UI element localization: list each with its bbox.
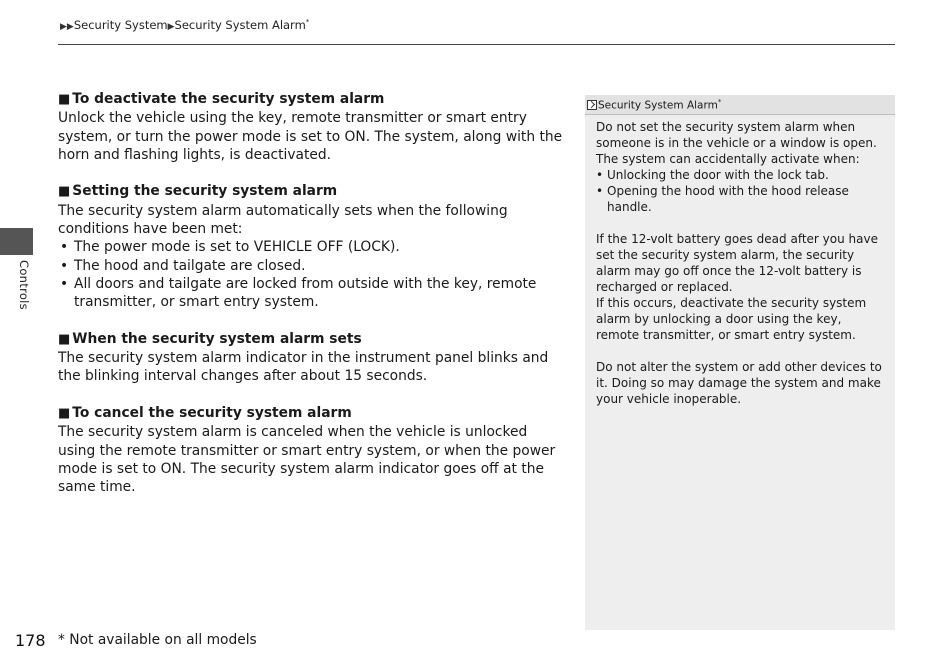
sidebar-list	[596, 167, 885, 215]
list-item: • The power mode is set to VEHICLE OFF (LOCK).	[58, 238, 568, 256]
chapter-tab-marker	[0, 228, 33, 255]
breadcrumb-item-security-system-alarm[interactable]: Security System Alarm	[174, 18, 306, 32]
list-item: • All doors and tailgate are locked from outside with the key, remote transmitter, or smart entry system.	[58, 275, 568, 312]
square-bullet-icon: ■	[58, 406, 71, 422]
list-item: • Opening the hood with the hood release handle.	[596, 183, 885, 215]
section-deactivate	[58, 90, 568, 164]
section-body: The security system alarm is canceled when the vehicle is unlocked using the remote transmitter or smart entry system, or when the power mode is set to ON. The security system alarm indicator goes off at the same time.	[58, 424, 556, 496]
list-item: • Unlocking the door with the lock tab.	[596, 167, 885, 183]
breadcrumb-item-security-system[interactable]: Security System	[73, 18, 168, 32]
section-body: Unlock the vehicle using the key, remote transmitter or smart entry system, or turn the power mode is set to ON. The system, along with the horn and flashing lights, is deactivated.	[58, 110, 563, 163]
section-body: The security system alarm automatically sets when the following conditions have been met:	[58, 202, 508, 238]
sidebar-footnote-mark: *	[717, 98, 722, 106]
sidebar-paragraph: If the 12-volt battery goes dead after you have set the security system alarm, the security alarm may go off once the 12-volt battery is recharged or replaced.	[596, 231, 878, 294]
chapter-label[interactable]: Controls	[17, 260, 31, 310]
section-heading: ■ To cancel the security system alarm	[58, 405, 352, 422]
square-bullet-icon: ■	[58, 184, 71, 200]
sidebar-title[interactable]: Security System Alarm*	[585, 95, 895, 115]
sidebar-paragraph: Do not set the security system alarm when someone is in the vehicle or a window is open. The system can accidentally activate when:	[596, 119, 877, 166]
sidebar-note	[585, 95, 895, 630]
condition-list	[58, 238, 568, 311]
sidebar-paragraph: Do not alter the system or add other devices to it. Doing so may damage the system and make your vehicle inoperable.	[596, 359, 882, 406]
square-bullet-icon: ■	[58, 92, 71, 107]
sidebar-paragraph: If this occurs, deactivate the security system alarm by unlocking a door using the key, remote transmitter, or smart entry system.	[596, 295, 867, 342]
section-setting	[58, 182, 568, 311]
section-heading: ■ To deactivate the security system alarm	[58, 91, 385, 107]
header-divider	[58, 44, 895, 45]
footnote: * Not available on all models	[58, 632, 257, 648]
sidebar-body	[585, 115, 895, 407]
section-heading: ■ Setting the security system alarm	[58, 183, 338, 200]
list-item: • The hood and tailgate are closed.	[58, 257, 568, 275]
reference-arrow-icon	[587, 100, 597, 110]
breadcrumb-separator: ▶	[167, 22, 175, 32]
section-heading: ■ When the security system alarm sets	[58, 330, 362, 347]
square-bullet-icon: ■	[58, 331, 71, 347]
breadcrumb-footnote-mark: *	[305, 18, 310, 27]
section-body: The security system alarm indicator in the instrument panel blinks and the blinking interval changes after about 15 seconds.	[58, 350, 549, 385]
section-when-sets	[58, 330, 568, 386]
main-content	[58, 90, 568, 515]
section-cancel	[58, 404, 568, 496]
page-number: 178	[15, 631, 46, 650]
breadcrumb-arrows: ▶▶	[60, 22, 74, 32]
breadcrumb	[60, 18, 309, 32]
